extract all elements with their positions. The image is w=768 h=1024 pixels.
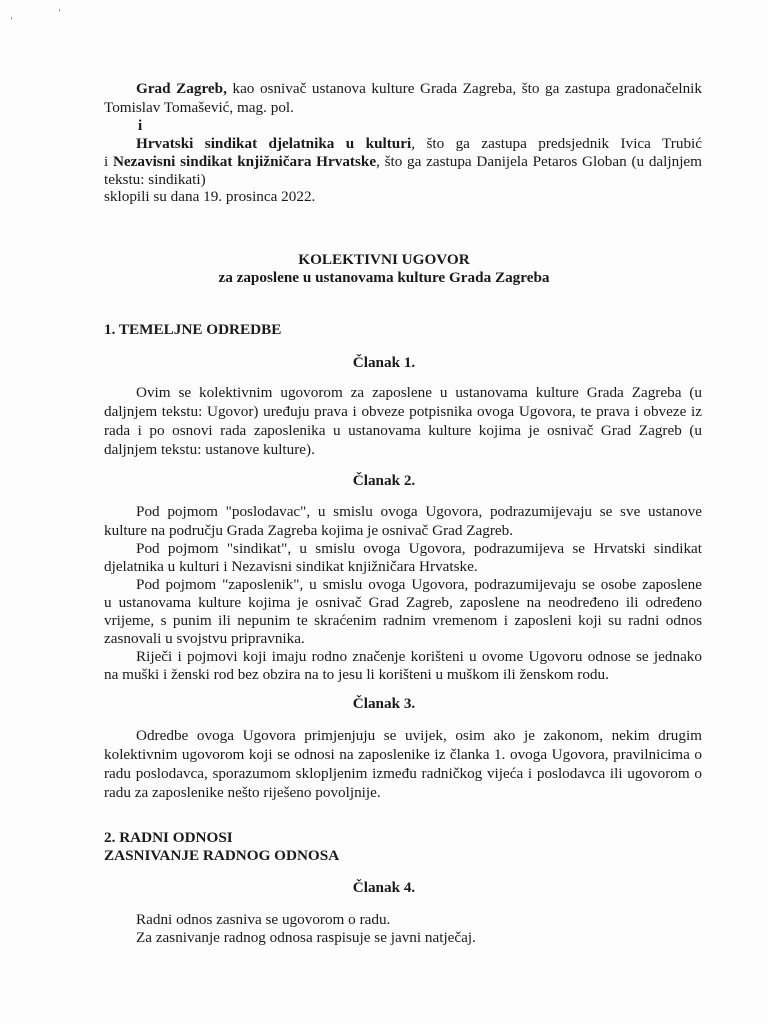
article-heading: Članak 3.	[352, 695, 416, 712]
article-heading: Članak 2.	[352, 472, 416, 489]
party-grad-zagreb: Grad Zagreb,	[136, 80, 227, 97]
article-3-line: radu poslodavca, sporazumom sklopljenim između radničkog vijeća i poslodavca ili ugovorom o	[104, 765, 702, 782]
article-2-line: Pod pojmom "zaposlenik", u smislu ovoga Ugovora, podrazumijevaju se osobe zaposlene	[136, 576, 702, 593]
scan-mark: '	[10, 16, 13, 27]
article-2-line: Pod pojmom "poslodavac", u smislu ovoga Ugovora, podrazumijevaju se sve ustanove	[136, 503, 702, 520]
scan-mark: '	[58, 8, 61, 19]
article-2-line: u ustanovama kulture kojima je osnivač Grad Zagreb, zaposlene na neodređeno ili određeno	[104, 594, 702, 611]
intro-line-2: Tomislav Tomašević, mag. pol.	[104, 99, 294, 116]
intro-line-4: i Nezavisni sindikat knjižničara Hrvatske, što ga zastupa Danijela Petaros Globan (u daljnjem	[104, 153, 702, 170]
article-2-line: Pod pojmom "sindikat", u smislu ovoga Ugovora, podrazumijeva se Hrvatski sindikat	[136, 540, 702, 557]
article-2-line: na muški i ženski rod bez obzira na to jesu li korišteni u muškom ili ženskom rodu.	[104, 666, 609, 683]
article-heading: Članak 1.	[352, 354, 416, 371]
signing-date-line: sklopili su dana 19. prosinca 2022.	[104, 188, 316, 205]
party-nskh: Nezavisni sindikat knjižničara Hrvatske	[112, 153, 377, 170]
article-4-line: Radni odnos zasniva se ugovorom o radu.	[136, 911, 391, 928]
section-heading: 1. TEMELJNE ODREDBE	[104, 321, 282, 338]
intro-line-3: Hrvatski sindikat djelatnika u kulturi, što ga zastupa predsjednik Ivica Trubić	[136, 135, 702, 152]
article-3-line: Odredbe ovoga Ugovora primjenjuju se uvijek, osim ako je zakonom, nekim drugim	[136, 727, 702, 744]
article-4-line: Za zasnivanje radnog odnosa raspisuje se javni natječaj.	[136, 929, 476, 946]
article-heading: Članak 4.	[352, 879, 416, 896]
document-title: KOLEKTIVNI UGOVOR	[298, 251, 470, 268]
section-heading: 2. RADNI ODNOSI	[104, 829, 233, 846]
article-2-line: djelatnika u kulturi i Nezavisni sindikat knjižničara Hrvatske.	[104, 558, 478, 575]
article-2-line: kulture na području Grada Zagreba kojima je osnivač Grad Zagreb.	[104, 522, 514, 539]
article-2-line: vrijeme, s punim ili nepunim te skraćenim radnim vremenom i zaposleni koji su radni odnos	[104, 612, 702, 629]
party-hsdk: Hrvatski sindikat djelatnika u kulturi	[136, 135, 412, 152]
article-1-line: rada i po osnovi rada zaposlenika u ustanovama kulture kojima je osnivač Grad Zagreb (u	[104, 422, 702, 439]
article-3-line: radu za zaposlenike nešto riješeno povoljnije.	[104, 784, 381, 801]
article-3-line: kolektivnim ugovorom koji se odnosi na zaposlenike iz članka 1. ovoga Ugovora, pravilnicima o	[104, 746, 702, 763]
intro-line-5: tekstu: sindikati)	[104, 171, 206, 188]
article-1-line: daljnjem tekstu: Ugovor) uređuju prava i obveze potpisnika ovoga Ugovora, te prava i obveze iz	[104, 403, 702, 420]
article-2-line: Riječi i pojmovi koji imaju rodno značenje korišteni u ovome Ugovoru odnose se jednako	[136, 648, 702, 665]
article-1-line: Ovim se kolektivnim ugovorom za zaposlene u ustanovama kulture Grada Zagreba (u	[136, 384, 702, 401]
conjunction: i	[138, 117, 143, 134]
article-1-line: daljnjem tekstu: ustanove kulture).	[104, 441, 315, 458]
subsection-heading: ZASNIVANJE RADNOG ODNOSA	[104, 847, 340, 864]
intro-line-1: Grad Zagreb, kao osnivač ustanova kulture Grada Zagreba, što ga zastupa gradonačelnik	[136, 80, 702, 97]
document-subtitle: za zaposlene u ustanovama kulture Grada Zagreba	[218, 269, 550, 286]
article-2-line: zasnovali u svojstvu pripravnika.	[104, 630, 305, 647]
